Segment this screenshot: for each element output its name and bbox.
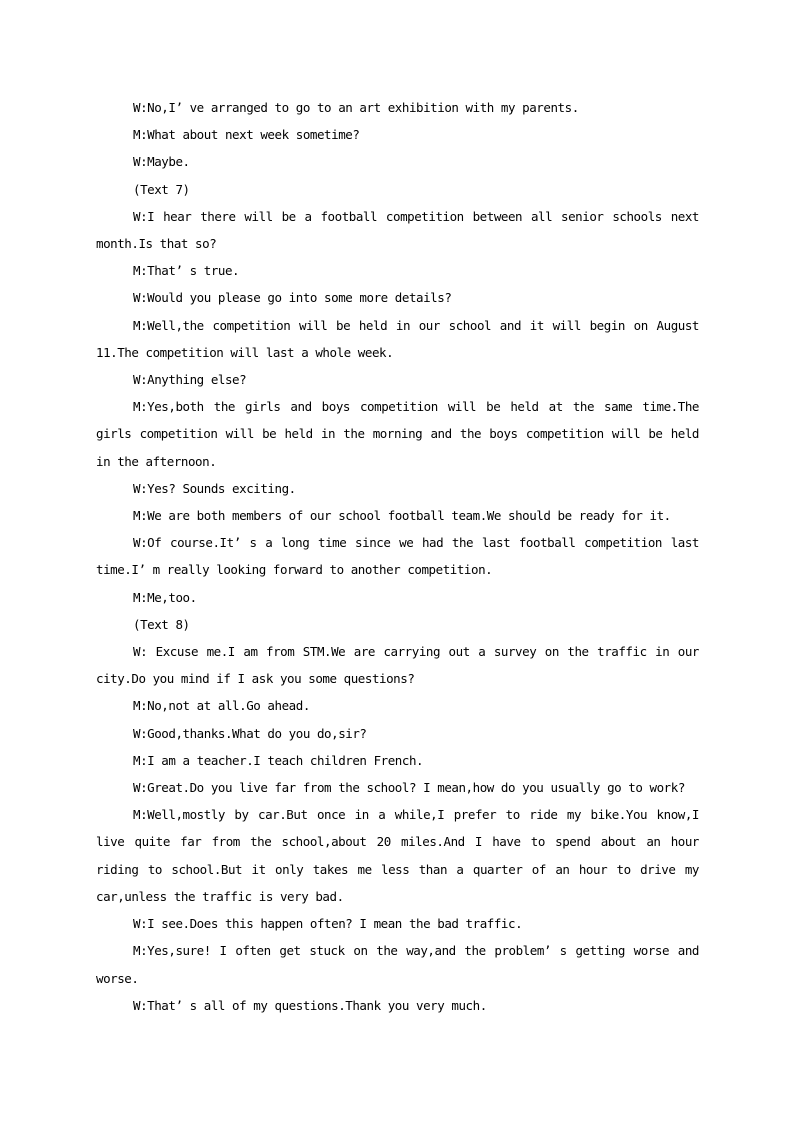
dialogue-line: W: Excuse me.I am from STM.We are carrying out a survey on the traffic in our city.Do you mind if I ask you some questions?	[96, 644, 699, 687]
dialogue-line: W:Yes? Sounds exciting.	[133, 480, 296, 496]
dialogue-line: M:Well,mostly by car.But once in a while,I prefer to ride my bike.You know,I live quite far from the school,about 20 miles.And I have to spend about an hour riding to school.But it only takes me less than a quarter of an hour to drive my car,unless the traffic is very bad.	[96, 807, 699, 904]
dialogue-line: W:I see.Does this happen often? I mean the bad traffic.	[133, 916, 523, 932]
section-label-text-8: (Text 8)	[133, 616, 190, 632]
dialogue-line: W:I hear there will be a football competition between all senior schools next month.Is that so?	[96, 208, 699, 252]
section-label-text-7: (Text 7)	[133, 181, 190, 197]
dialogue-line: M:Yes,both the girls and boys competition will be held at the same time.The girls competition will be held in the morning and the boys competition will be held in the afternoon.	[96, 399, 699, 469]
dialogue-line: M:What about next week sometime?	[133, 127, 360, 143]
dialogue-line: M:No,not at all.Go ahead.	[133, 698, 310, 714]
dialogue-line: W:Maybe.	[133, 154, 190, 170]
dialogue-line: M:That’ s true.	[133, 263, 240, 279]
dialogue-line: M:Yes,sure! I often get stuck on the way,and the problem’ s getting worse and worse.	[96, 943, 699, 986]
dialogue-line: W:No,I’ ve arranged to go to an art exhibition with my parents.	[133, 100, 579, 115]
dialogue-text	[96, 94, 699, 1019]
dialogue-line: M:Me,too.	[133, 589, 197, 605]
dialogue-line: W:Great.Do you live far from the school? I mean,how do you usually go to work?	[133, 780, 685, 796]
dialogue-line: M:We are both members of our school football team.We should be ready for it.	[133, 508, 671, 524]
dialogue-line: W:Would you please go into some more details?	[133, 290, 452, 306]
dialogue-line: W:That’ s all of my questions.Thank you very much.	[133, 997, 487, 1013]
dialogue-line: W:Of course.It’ s a long time since we had the last football competition last time.I’ m really looking forward to another competition.	[96, 535, 699, 578]
dialogue-line: W:Anything else?	[133, 372, 247, 388]
dialogue-line: W:Good,thanks.What do you do,sir?	[133, 725, 367, 741]
dialogue-line: M:I am a teacher.I teach children French.	[133, 752, 424, 768]
dialogue-line: M:Well,the competition will be held in our school and it will begin on August 11.The competition will last a whole week.	[96, 317, 699, 360]
